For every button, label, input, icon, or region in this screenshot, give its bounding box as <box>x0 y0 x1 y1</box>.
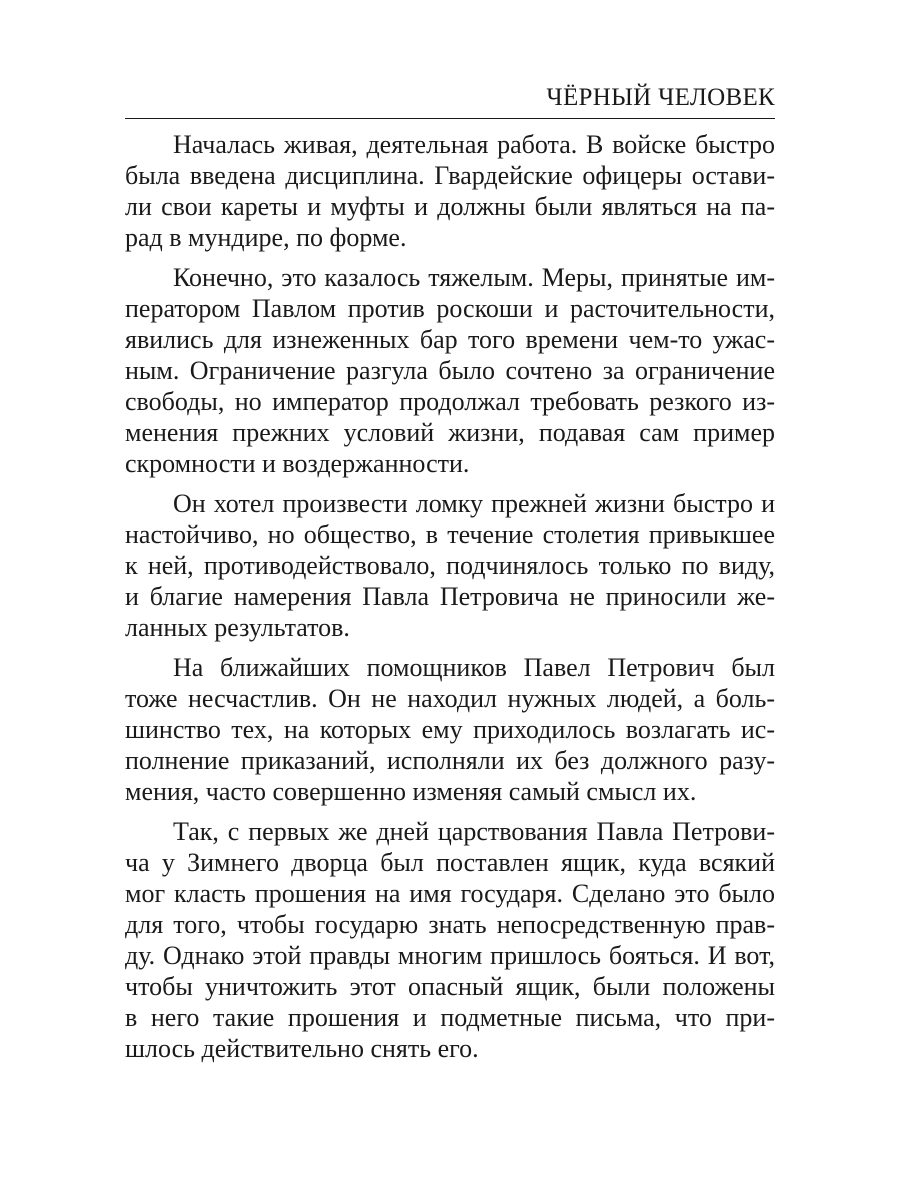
text-line: мения, часто совершенно изменяя самый смысл их. <box>125 777 697 806</box>
text-line: Началась живая, деятельная работа. В войске быстро <box>173 130 775 159</box>
text-line: шинство тех, на которых ему приходилось возлагать ис- <box>125 715 775 744</box>
text-line: шлось действительно снять его. <box>125 1034 479 1063</box>
text-line: для того, чтобы государю знать непосредственную прав- <box>125 910 775 939</box>
text-line: рад в мундире, по форме. <box>125 223 407 252</box>
text-line: ли свои кареты и муфты и должны были являться на па- <box>125 192 775 221</box>
text-line: Так, с первых же дней царствования Павла Петрови- <box>173 817 775 846</box>
text-line: ным. Ограничение разгула было сочтено за ограничение <box>125 356 775 385</box>
paragraph <box>125 816 775 1064</box>
text-line: менения прежних условий жизни, подавая сам пример <box>125 418 775 447</box>
paragraph <box>125 129 775 253</box>
text-line: к ней, противодействовало, подчинялось только по виду, <box>125 551 775 580</box>
text-line: тоже несчастлив. Он не находил нужных людей, а боль- <box>125 684 775 713</box>
text-line: полнение приказаний, исполняли их без должного разу- <box>125 746 775 775</box>
running-head <box>125 78 775 119</box>
text-line: явились для изнеженных бар того времени чем-то ужас- <box>125 325 775 354</box>
text-line: настойчиво, но общество, в течение столетия привыкшее <box>125 520 775 549</box>
text-line: свободы, но император продолжал требовать резкого из- <box>125 387 775 416</box>
text-line: скромности и воздержанности. <box>125 449 470 478</box>
paragraph <box>125 262 775 479</box>
text-line: мог класть прошения на имя государя. Сделано это было <box>125 879 775 908</box>
text-line: Он хотел произвести ломку прежней жизни быстро и <box>173 489 775 518</box>
text-line: и благие намерения Павла Петровича не приносили же- <box>125 582 775 611</box>
body-text <box>125 129 775 1073</box>
running-head-title: ЧЁРНЫЙ ЧЕЛОВЕК <box>546 84 775 111</box>
text-line: Конечно, это казалось тяжелым. Меры, принятые им- <box>173 263 775 292</box>
text-line: была введена дисциплина. Гвардейские офицеры остави- <box>125 161 775 190</box>
paragraph <box>125 488 775 643</box>
text-line: в него такие прошения и подметные письма, что при- <box>125 1003 775 1032</box>
text-line: ператором Павлом против роскоши и расточительности, <box>125 294 775 323</box>
paragraph <box>125 652 775 807</box>
text-line: ланных результатов. <box>125 613 350 642</box>
text-line: чтобы уничтожить этот опасный ящик, были положены <box>125 972 775 1001</box>
text-line: ча у Зимнего дворца был поставлен ящик, куда всякий <box>125 848 775 877</box>
text-line: На ближайших помощников Павел Петрович был <box>173 653 775 682</box>
text-line: ду. Однако этой правды многим пришлось бояться. И вот, <box>125 941 775 970</box>
